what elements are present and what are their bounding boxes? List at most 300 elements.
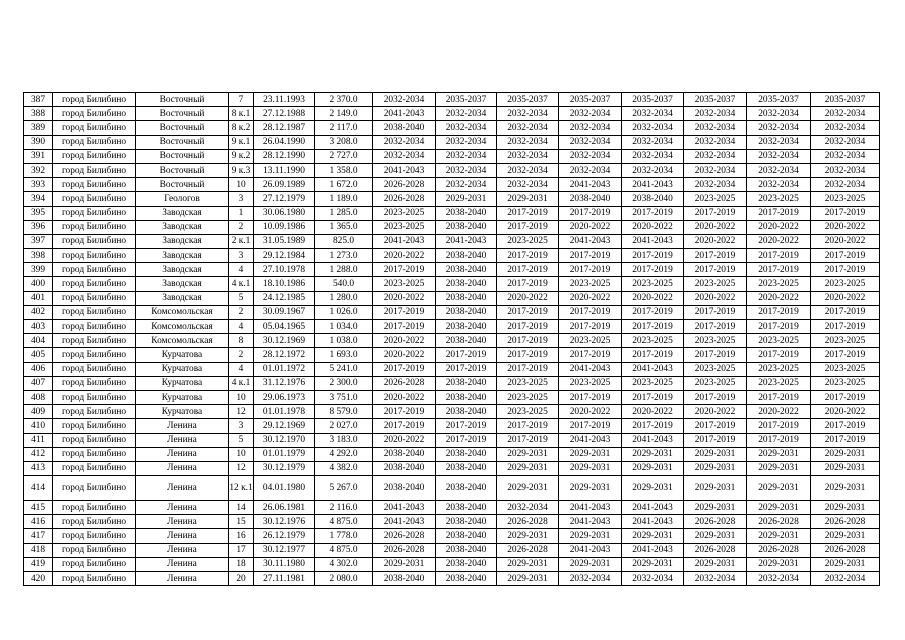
cell-city: город Билибино [53, 376, 136, 390]
cell-period-facade: 2017-2019 [436, 348, 497, 362]
cell-row-number: 418 [24, 543, 53, 557]
cell-city: город Билибино [53, 220, 136, 234]
cell-period-cold-water: 2023-2025 [684, 376, 747, 390]
cell-period-heating: 2029-2031 [559, 476, 622, 501]
cell-row-number: 414 [24, 476, 53, 501]
cell-street: Ленина [136, 419, 229, 433]
cell-period-facade: 2038-2040 [436, 461, 497, 475]
cell-period-facade: 2038-2040 [436, 263, 497, 277]
cell-city: город Билибино [53, 447, 136, 461]
cell-period-electrical: 2023-2025 [811, 376, 880, 390]
cell-period-foundation: 2023-2025 [497, 405, 559, 419]
cell-row-number: 407 [24, 376, 53, 390]
cell-period-heating: 2029-2031 [559, 557, 622, 571]
cell-period-electrical: 2023-2025 [811, 362, 880, 376]
cell-period-roof: 2029-2031 [373, 557, 436, 571]
cell-commission-date: 01.01.1979 [254, 447, 315, 461]
cell-city: город Билибино [53, 149, 136, 163]
table-row [24, 557, 880, 571]
cell-period-electrical: 2017-2019 [811, 433, 880, 447]
cell-area-sqm: 825.0 [315, 234, 373, 248]
cell-commission-date: 18.10.1986 [254, 277, 315, 291]
cell-period-foundation: 2032-2034 [497, 135, 559, 149]
cell-period-roof: 2026-2028 [373, 376, 436, 390]
cell-building-number: 10 [229, 447, 254, 461]
cell-period-facade: 2032-2034 [436, 163, 497, 177]
cell-period-roof: 2020-2022 [373, 390, 436, 404]
cell-city: город Билибино [53, 93, 136, 107]
cell-row-number: 406 [24, 362, 53, 376]
cell-period-roof: 2023-2025 [373, 206, 436, 220]
table-row [24, 277, 880, 291]
cell-city: город Билибино [53, 206, 136, 220]
table-row [24, 529, 880, 543]
cell-commission-date: 24.12.1985 [254, 291, 315, 305]
cell-commission-date: 30.12.1977 [254, 543, 315, 557]
cell-period-electrical: 2029-2031 [811, 476, 880, 501]
cell-period-hot-water: 2041-2043 [622, 501, 684, 515]
table-row [24, 305, 880, 319]
cell-period-heating: 2017-2019 [559, 320, 622, 334]
cell-area-sqm: 4 875.0 [315, 515, 373, 529]
cell-period-facade: 2032-2034 [436, 135, 497, 149]
cell-area-sqm: 1 285.0 [315, 206, 373, 220]
cell-city: город Билибино [53, 433, 136, 447]
cell-building-number: 17 [229, 543, 254, 557]
cell-commission-date: 30.12.1969 [254, 334, 315, 348]
cell-period-electrical: 2023-2025 [811, 192, 880, 206]
cell-period-heating: 2041-2043 [559, 433, 622, 447]
table-row [24, 334, 880, 348]
cell-period-heating: 2017-2019 [559, 348, 622, 362]
cell-row-number: 393 [24, 178, 53, 192]
cell-building-number: 4 к.1 [229, 376, 254, 390]
cell-period-roof: 2038-2040 [373, 461, 436, 475]
cell-period-cold-water: 2035-2037 [684, 93, 747, 107]
cell-period-cold-water: 2017-2019 [684, 249, 747, 263]
cell-period-heating: 2038-2040 [559, 192, 622, 206]
cell-period-cold-water: 2020-2022 [684, 234, 747, 248]
cell-period-hot-water: 2029-2031 [622, 447, 684, 461]
cell-row-number: 398 [24, 249, 53, 263]
cell-row-number: 410 [24, 419, 53, 433]
cell-period-facade: 2038-2040 [436, 220, 497, 234]
cell-period-electrical: 2017-2019 [811, 419, 880, 433]
cell-street: Курчатова [136, 390, 229, 404]
cell-period-foundation: 2032-2034 [497, 163, 559, 177]
cell-row-number: 392 [24, 163, 53, 177]
cell-period-electrical: 2017-2019 [811, 263, 880, 277]
cell-period-foundation: 2029-2031 [497, 447, 559, 461]
cell-area-sqm: 1 693.0 [315, 348, 373, 362]
cell-period-roof: 2041-2043 [373, 501, 436, 515]
cell-period-cold-water: 2026-2028 [684, 515, 747, 529]
table-row [24, 93, 880, 107]
cell-period-facade: 2038-2040 [436, 405, 497, 419]
cell-city: город Билибино [53, 362, 136, 376]
cell-period-foundation: 2029-2031 [497, 192, 559, 206]
cell-period-roof: 2020-2022 [373, 348, 436, 362]
cell-period-cold-water: 2029-2031 [684, 461, 747, 475]
cell-commission-date: 30.12.1976 [254, 515, 315, 529]
table-row [24, 206, 880, 220]
cell-period-roof: 2017-2019 [373, 320, 436, 334]
cell-period-facade: 2035-2037 [436, 93, 497, 107]
cell-period-sewerage: 2017-2019 [747, 390, 811, 404]
cell-period-cold-water: 2017-2019 [684, 320, 747, 334]
cell-period-sewerage: 2017-2019 [747, 348, 811, 362]
cell-period-foundation: 2017-2019 [497, 320, 559, 334]
cell-period-sewerage: 2032-2034 [747, 163, 811, 177]
cell-street: Заводская [136, 249, 229, 263]
cell-street: Заводская [136, 220, 229, 234]
cell-period-hot-water: 2041-2043 [622, 234, 684, 248]
cell-commission-date: 05.04.1965 [254, 320, 315, 334]
cell-city: город Билибино [53, 419, 136, 433]
cell-building-number: 12 [229, 461, 254, 475]
cell-period-heating: 2023-2025 [559, 376, 622, 390]
cell-area-sqm: 1 034.0 [315, 320, 373, 334]
cell-period-roof: 2017-2019 [373, 362, 436, 376]
cell-period-heating: 2029-2031 [559, 447, 622, 461]
cell-street: Ленина [136, 557, 229, 571]
cell-commission-date: 30.12.1970 [254, 433, 315, 447]
cell-street: Восточный [136, 121, 229, 135]
cell-street: Восточный [136, 149, 229, 163]
cell-period-foundation: 2032-2034 [497, 501, 559, 515]
cell-period-sewerage: 2023-2025 [747, 277, 811, 291]
cell-building-number: 4 к.1 [229, 277, 254, 291]
cell-period-heating: 2017-2019 [559, 419, 622, 433]
cell-area-sqm: 1 778.0 [315, 529, 373, 543]
cell-period-cold-water: 2029-2031 [684, 447, 747, 461]
cell-city: город Билибино [53, 107, 136, 121]
cell-period-hot-water: 2020-2022 [622, 405, 684, 419]
cell-street: Ленина [136, 572, 229, 586]
cell-street: Заводская [136, 291, 229, 305]
cell-street: Ленина [136, 433, 229, 447]
cell-building-number: 10 [229, 390, 254, 404]
cell-period-facade: 2038-2040 [436, 515, 497, 529]
cell-area-sqm: 2 727.0 [315, 149, 373, 163]
cell-period-facade: 2038-2040 [436, 334, 497, 348]
cell-period-cold-water: 2032-2034 [684, 149, 747, 163]
cell-period-facade: 2017-2019 [436, 419, 497, 433]
cell-area-sqm: 3 208.0 [315, 135, 373, 149]
cell-street: Заводская [136, 206, 229, 220]
cell-area-sqm: 1 672.0 [315, 178, 373, 192]
cell-city: город Билибино [53, 476, 136, 501]
cell-period-sewerage: 2029-2031 [747, 476, 811, 501]
cell-area-sqm: 3 183.0 [315, 433, 373, 447]
cell-commission-date: 01.01.1978 [254, 405, 315, 419]
cell-period-foundation: 2023-2025 [497, 376, 559, 390]
cell-period-electrical: 2017-2019 [811, 390, 880, 404]
cell-city: город Билибино [53, 234, 136, 248]
cell-area-sqm: 5 267.0 [315, 476, 373, 501]
cell-period-electrical: 2023-2025 [811, 277, 880, 291]
cell-period-roof: 2038-2040 [373, 121, 436, 135]
cell-period-cold-water: 2029-2031 [684, 501, 747, 515]
cell-period-cold-water: 2017-2019 [684, 263, 747, 277]
cell-period-cold-water: 2017-2019 [684, 348, 747, 362]
cell-period-cold-water: 2020-2022 [684, 405, 747, 419]
cell-period-roof: 2020-2022 [373, 334, 436, 348]
cell-period-heating: 2041-2043 [559, 234, 622, 248]
cell-city: город Билибино [53, 263, 136, 277]
cell-period-hot-water: 2029-2031 [622, 476, 684, 501]
cell-period-foundation: 2017-2019 [497, 362, 559, 376]
cell-period-roof: 2017-2019 [373, 419, 436, 433]
table-row [24, 362, 880, 376]
cell-period-electrical: 2017-2019 [811, 320, 880, 334]
cell-street: Ленина [136, 476, 229, 501]
cell-period-cold-water: 2023-2025 [684, 192, 747, 206]
cell-period-foundation: 2029-2031 [497, 461, 559, 475]
cell-period-sewerage: 2029-2031 [747, 501, 811, 515]
cell-row-number: 401 [24, 291, 53, 305]
cell-period-sewerage: 2032-2034 [747, 107, 811, 121]
cell-period-heating: 2029-2031 [559, 529, 622, 543]
cell-row-number: 411 [24, 433, 53, 447]
cell-period-hot-water: 2023-2025 [622, 334, 684, 348]
cell-period-facade: 2029-2031 [436, 192, 497, 206]
cell-period-electrical: 2029-2031 [811, 461, 880, 475]
cell-area-sqm: 2 116.0 [315, 501, 373, 515]
cell-period-heating: 2020-2022 [559, 291, 622, 305]
table-row [24, 135, 880, 149]
cell-building-number: 8 [229, 334, 254, 348]
cell-street: Ленина [136, 529, 229, 543]
cell-period-sewerage: 2032-2034 [747, 149, 811, 163]
cell-period-roof: 2020-2022 [373, 433, 436, 447]
cell-period-sewerage: 2020-2022 [747, 220, 811, 234]
cell-city: город Билибино [53, 557, 136, 571]
cell-street: Восточный [136, 93, 229, 107]
cell-period-foundation: 2029-2031 [497, 572, 559, 586]
cell-building-number: 1 [229, 206, 254, 220]
cell-period-hot-water: 2032-2034 [622, 572, 684, 586]
cell-commission-date: 29.12.1969 [254, 419, 315, 433]
cell-period-electrical: 2029-2031 [811, 529, 880, 543]
cell-period-foundation: 2017-2019 [497, 419, 559, 433]
cell-period-roof: 2023-2025 [373, 220, 436, 234]
cell-period-hot-water: 2032-2034 [622, 121, 684, 135]
cell-period-cold-water: 2020-2022 [684, 291, 747, 305]
cell-period-sewerage: 2017-2019 [747, 263, 811, 277]
cell-period-hot-water: 2017-2019 [622, 206, 684, 220]
cell-period-hot-water: 2029-2031 [622, 461, 684, 475]
cell-building-number: 20 [229, 572, 254, 586]
cell-period-hot-water: 2035-2037 [622, 93, 684, 107]
cell-street: Восточный [136, 163, 229, 177]
cell-area-sqm: 1 273.0 [315, 249, 373, 263]
cell-period-heating: 2032-2034 [559, 107, 622, 121]
table-row [24, 149, 880, 163]
table-row [24, 461, 880, 475]
table-row [24, 121, 880, 135]
cell-period-cold-water: 2032-2034 [684, 135, 747, 149]
cell-period-facade: 2038-2040 [436, 291, 497, 305]
cell-period-electrical: 2032-2034 [811, 178, 880, 192]
cell-row-number: 394 [24, 192, 53, 206]
cell-street: Восточный [136, 107, 229, 121]
cell-building-number: 2 [229, 305, 254, 319]
cell-period-cold-water: 2032-2034 [684, 121, 747, 135]
cell-period-sewerage: 2026-2028 [747, 515, 811, 529]
cell-street: Ленина [136, 543, 229, 557]
cell-period-roof: 2041-2043 [373, 234, 436, 248]
table-row [24, 348, 880, 362]
cell-period-sewerage: 2032-2034 [747, 178, 811, 192]
cell-period-cold-water: 2020-2022 [684, 220, 747, 234]
cell-building-number: 9 к.1 [229, 135, 254, 149]
cell-commission-date: 27.12.1988 [254, 107, 315, 121]
table-row [24, 220, 880, 234]
cell-period-heating: 2017-2019 [559, 390, 622, 404]
table-row [24, 320, 880, 334]
cell-commission-date: 30.06.1980 [254, 206, 315, 220]
cell-commission-date: 28.12.1990 [254, 149, 315, 163]
cell-city: город Билибино [53, 348, 136, 362]
cell-period-heating: 2017-2019 [559, 263, 622, 277]
table-row [24, 405, 880, 419]
cell-period-facade: 2017-2019 [436, 362, 497, 376]
cell-commission-date: 26.06.1981 [254, 501, 315, 515]
cell-period-roof: 2038-2040 [373, 476, 436, 501]
cell-city: город Билибино [53, 390, 136, 404]
table-row [24, 390, 880, 404]
cell-period-facade: 2038-2040 [436, 390, 497, 404]
cell-row-number: 413 [24, 461, 53, 475]
table-row [24, 447, 880, 461]
cell-area-sqm: 4 292.0 [315, 447, 373, 461]
cell-period-sewerage: 2026-2028 [747, 543, 811, 557]
cell-city: город Билибино [53, 515, 136, 529]
cell-period-facade: 2038-2040 [436, 206, 497, 220]
cell-period-heating: 2041-2043 [559, 178, 622, 192]
cell-period-sewerage: 2023-2025 [747, 192, 811, 206]
cell-row-number: 408 [24, 390, 53, 404]
cell-period-facade: 2038-2040 [436, 557, 497, 571]
cell-period-hot-water: 2032-2034 [622, 107, 684, 121]
cell-period-sewerage: 2017-2019 [747, 305, 811, 319]
cell-area-sqm: 1 288.0 [315, 263, 373, 277]
cell-period-roof: 2032-2034 [373, 135, 436, 149]
cell-period-foundation: 2029-2031 [497, 557, 559, 571]
cell-period-facade: 2038-2040 [436, 447, 497, 461]
cell-period-foundation: 2017-2019 [497, 433, 559, 447]
cell-city: город Билибино [53, 192, 136, 206]
cell-area-sqm: 1 038.0 [315, 334, 373, 348]
cell-period-foundation: 2017-2019 [497, 277, 559, 291]
cell-area-sqm: 4 875.0 [315, 543, 373, 557]
cell-street: Курчатова [136, 376, 229, 390]
cell-building-number: 4 [229, 362, 254, 376]
cell-period-electrical: 2032-2034 [811, 121, 880, 135]
cell-period-roof: 2026-2028 [373, 529, 436, 543]
cell-period-hot-water: 2017-2019 [622, 305, 684, 319]
cell-period-foundation: 2023-2025 [497, 390, 559, 404]
cell-building-number: 15 [229, 515, 254, 529]
cell-city: город Билибино [53, 291, 136, 305]
cell-period-hot-water: 2041-2043 [622, 515, 684, 529]
housing-repair-schedule-table [23, 92, 880, 586]
cell-period-hot-water: 2032-2034 [622, 163, 684, 177]
cell-commission-date: 26.04.1990 [254, 135, 315, 149]
cell-period-hot-water: 2017-2019 [622, 320, 684, 334]
cell-row-number: 396 [24, 220, 53, 234]
table-row [24, 263, 880, 277]
cell-period-foundation: 2035-2037 [497, 93, 559, 107]
cell-period-cold-water: 2029-2031 [684, 529, 747, 543]
cell-building-number: 4 [229, 263, 254, 277]
cell-commission-date: 01.01.1972 [254, 362, 315, 376]
cell-period-heating: 2029-2031 [559, 461, 622, 475]
cell-city: город Билибино [53, 334, 136, 348]
cell-period-electrical: 2020-2022 [811, 405, 880, 419]
cell-period-roof: 2020-2022 [373, 249, 436, 263]
cell-row-number: 403 [24, 320, 53, 334]
table-row [24, 515, 880, 529]
cell-street: Геологов [136, 192, 229, 206]
cell-street: Восточный [136, 135, 229, 149]
cell-building-number: 3 [229, 192, 254, 206]
cell-area-sqm: 1 365.0 [315, 220, 373, 234]
cell-area-sqm: 2 370.0 [315, 93, 373, 107]
cell-period-cold-water: 2032-2034 [684, 107, 747, 121]
cell-area-sqm: 8 579.0 [315, 405, 373, 419]
cell-period-hot-water: 2017-2019 [622, 348, 684, 362]
cell-period-heating: 2020-2022 [559, 405, 622, 419]
cell-period-hot-water: 2038-2040 [622, 192, 684, 206]
cell-period-heating: 2041-2043 [559, 543, 622, 557]
cell-period-foundation: 2020-2022 [497, 291, 559, 305]
cell-period-hot-water: 2041-2043 [622, 543, 684, 557]
table-row [24, 234, 880, 248]
cell-period-facade: 2038-2040 [436, 501, 497, 515]
cell-row-number: 399 [24, 263, 53, 277]
cell-period-hot-water: 2029-2031 [622, 557, 684, 571]
cell-period-foundation: 2032-2034 [497, 178, 559, 192]
cell-period-cold-water: 2017-2019 [684, 390, 747, 404]
cell-period-electrical: 2020-2022 [811, 291, 880, 305]
cell-city: город Билибино [53, 320, 136, 334]
table-row [24, 419, 880, 433]
cell-period-heating: 2023-2025 [559, 277, 622, 291]
cell-building-number: 12 [229, 405, 254, 419]
cell-period-facade: 2032-2034 [436, 121, 497, 135]
cell-city: город Билибино [53, 163, 136, 177]
cell-period-sewerage: 2017-2019 [747, 206, 811, 220]
cell-period-hot-water: 2032-2034 [622, 149, 684, 163]
cell-building-number: 7 [229, 93, 254, 107]
cell-period-cold-water: 2026-2028 [684, 543, 747, 557]
cell-commission-date: 30.09.1967 [254, 305, 315, 319]
cell-period-cold-water: 2017-2019 [684, 305, 747, 319]
cell-period-cold-water: 2017-2019 [684, 206, 747, 220]
cell-period-heating: 2023-2025 [559, 334, 622, 348]
cell-city: город Билибино [53, 572, 136, 586]
cell-period-heating: 2032-2034 [559, 149, 622, 163]
cell-period-cold-water: 2023-2025 [684, 334, 747, 348]
cell-period-sewerage: 2029-2031 [747, 447, 811, 461]
cell-period-hot-water: 2017-2019 [622, 419, 684, 433]
cell-period-sewerage: 2032-2034 [747, 572, 811, 586]
cell-area-sqm: 5 241.0 [315, 362, 373, 376]
cell-building-number: 2 [229, 220, 254, 234]
cell-period-electrical: 2029-2031 [811, 557, 880, 571]
